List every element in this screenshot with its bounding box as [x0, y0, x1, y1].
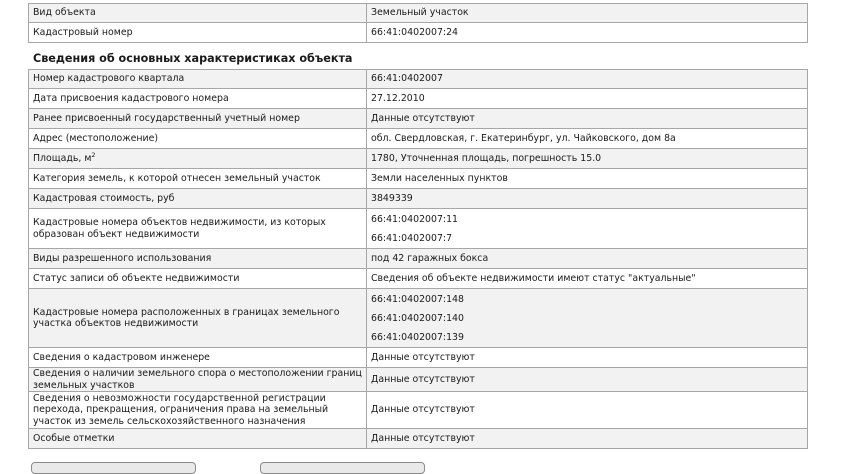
row-key: Кадастровые номера объектов недвижимости, из которых образован объект недвижимости	[29, 209, 367, 249]
action-button-2[interactable]	[260, 462, 425, 474]
row-value-list	[367, 289, 808, 348]
row-value: Данные отсутствуют	[367, 368, 808, 392]
row-key: Вид объекта	[29, 4, 367, 23]
table-row	[29, 289, 808, 348]
row-value: Данные отсутствуют	[367, 392, 808, 429]
row-value: Земли населенных пунктов	[367, 169, 808, 189]
row-key: Кадастровая стоимость, руб	[29, 189, 367, 209]
row-value: 3849339	[367, 189, 808, 209]
superscript: 2	[91, 150, 96, 159]
row-key-text: Площадь, м	[33, 152, 92, 164]
table-row	[29, 348, 808, 368]
row-key	[29, 149, 367, 169]
row-key: Дата присвоения кадастрового номера	[29, 89, 367, 109]
row-key: Ранее присвоенный государственный учетный номер	[29, 109, 367, 129]
row-key: Кадастровые номера расположенных в границах земельного участка объектов недвижимости	[29, 289, 367, 348]
table-row	[29, 129, 808, 149]
table-row	[29, 4, 808, 23]
table-row	[29, 149, 808, 169]
row-value: Данные отсутствуют	[367, 429, 808, 449]
table-row	[29, 23, 808, 43]
row-key: Виды разрешенного использования	[29, 249, 367, 269]
row-value: 1780, Уточненная площадь, погрешность 15.0	[367, 149, 808, 169]
characteristics-table	[28, 69, 808, 449]
list-item: 66:41:0402007:11	[371, 213, 459, 225]
row-value: Земельный участок	[367, 4, 808, 23]
table-row	[29, 209, 808, 249]
table-row	[29, 70, 808, 89]
row-value: под 42 гаражных бокса	[367, 249, 808, 269]
row-value: 66:41:0402007:24	[367, 23, 808, 43]
row-value: 27.12.2010	[367, 89, 808, 109]
page-content	[28, 3, 808, 449]
table-row	[29, 169, 808, 189]
row-value: 66:41:0402007	[367, 70, 808, 89]
row-value-list	[367, 209, 808, 249]
table-row	[29, 109, 808, 129]
row-key: Сведения о кадастровом инженере	[29, 348, 367, 368]
row-key: Номер кадастрового квартала	[29, 70, 367, 89]
row-key: Особые отметки	[29, 429, 367, 449]
row-value: обл. Свердловская, г. Екатеринбург, ул. Чайковского, дом 8а	[367, 129, 808, 149]
row-key: Сведения о наличии земельного спора о местоположении границ земельных участков	[29, 368, 367, 392]
table-row	[29, 249, 808, 269]
row-key: Сведения о невозможности государственной регистрации перехода, прекращения, ограничения права на земельный участок из земель сельскохозяйственного назначения	[29, 392, 367, 429]
table-row	[29, 189, 808, 209]
list-item: 66:41:0402007:7	[371, 232, 453, 244]
table-row	[29, 368, 808, 392]
action-button-1[interactable]	[31, 462, 196, 474]
list-item: 66:41:0402007:139	[371, 331, 464, 343]
table-row	[29, 89, 808, 109]
table-row	[29, 269, 808, 289]
table-row	[29, 392, 808, 429]
object-table	[28, 3, 808, 43]
row-value: Данные отсутствуют	[367, 109, 808, 129]
row-key: Статус записи об объекте недвижимости	[29, 269, 367, 289]
table-row	[29, 429, 808, 449]
row-value: Данные отсутствуют	[367, 348, 808, 368]
row-key: Кадастровый номер	[29, 23, 367, 43]
row-key: Адрес (местоположение)	[29, 129, 367, 149]
list-item: 66:41:0402007:140	[371, 312, 464, 324]
row-key: Категория земель, к которой отнесен земельный участок	[29, 169, 367, 189]
section-title: Сведения об основных характеристиках объекта	[33, 52, 353, 65]
list-item: 66:41:0402007:148	[371, 293, 464, 305]
row-value: Сведения об объекте недвижимости имеют статус "актуальные"	[367, 269, 808, 289]
